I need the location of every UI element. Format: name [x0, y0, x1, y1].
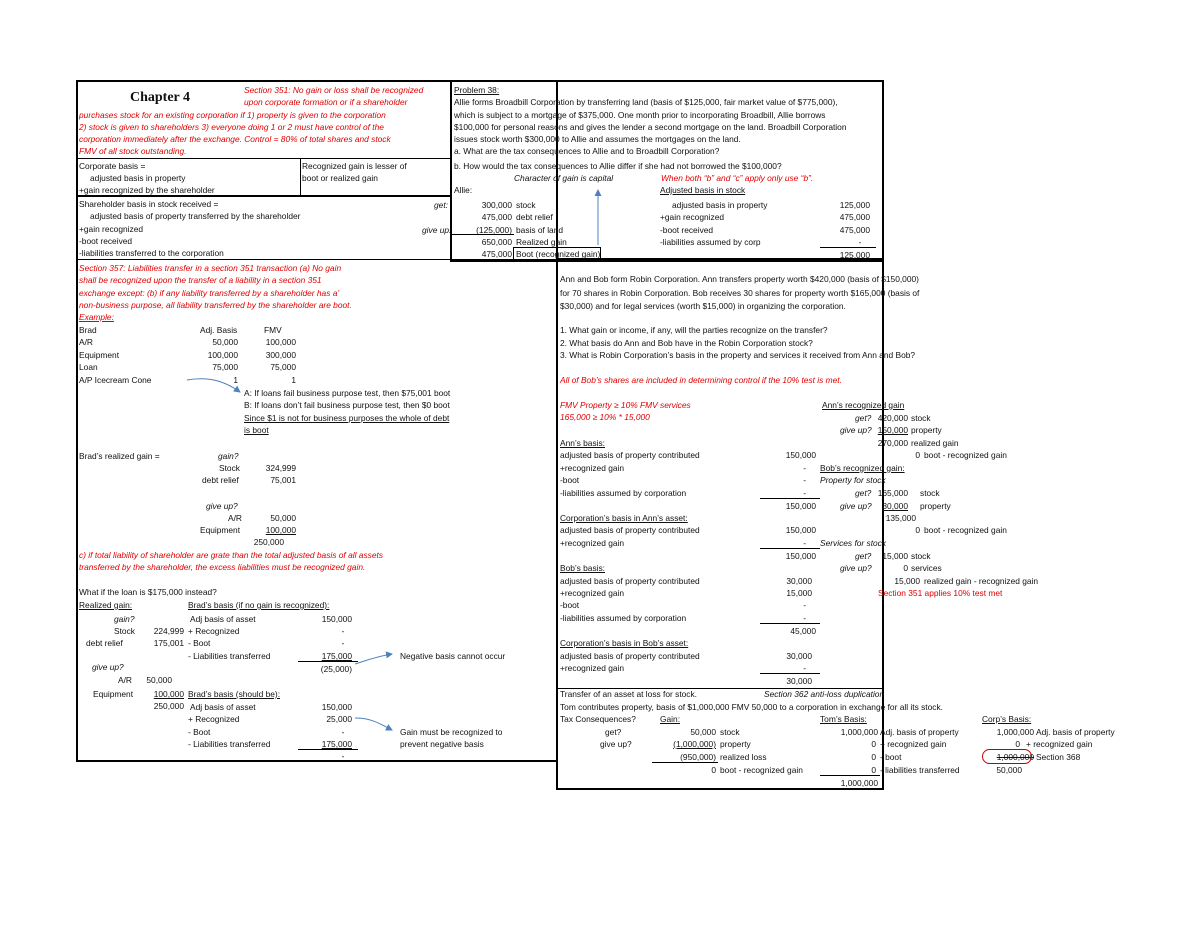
problem38-title: Problem 38:: [454, 85, 500, 95]
brad-table-cell: 100,000: [265, 337, 296, 347]
s357-text: Section 357: Liabilities transfer in a section 351 transaction (a) No gain: [79, 263, 342, 273]
brad-table-cell: A/P Icecream Cone: [79, 374, 152, 385]
brad-table-cell: 75,000: [270, 362, 296, 372]
boot-recognized-gain-label: Boot (recognized gain): [516, 249, 601, 259]
recognized-gain-rule: Recognized gain is lesser of: [302, 161, 407, 171]
chapter-title: Chapter 4: [130, 90, 191, 105]
brad-table-cell: 1: [291, 374, 296, 385]
brad-table-cell: Equipment: [79, 349, 120, 360]
brad-table-cell: Loan: [79, 362, 98, 372]
brad-table-cell: 75,000: [212, 362, 238, 372]
brad-table-cell: A/R: [79, 337, 93, 347]
brad-table-cell: 50,000: [212, 337, 238, 347]
shareholder-basis-label: Shareholder basis in stock received =: [79, 199, 219, 209]
brad-table-cell: 100,000: [207, 349, 238, 360]
brad-table-cell: 1: [233, 374, 238, 385]
s351-text: Section 351: No gain or loss shall be recognized: [244, 85, 424, 95]
brad-table-cell: 300,000: [265, 349, 296, 360]
corporate-basis-label: Corporate basis =: [79, 161, 146, 171]
